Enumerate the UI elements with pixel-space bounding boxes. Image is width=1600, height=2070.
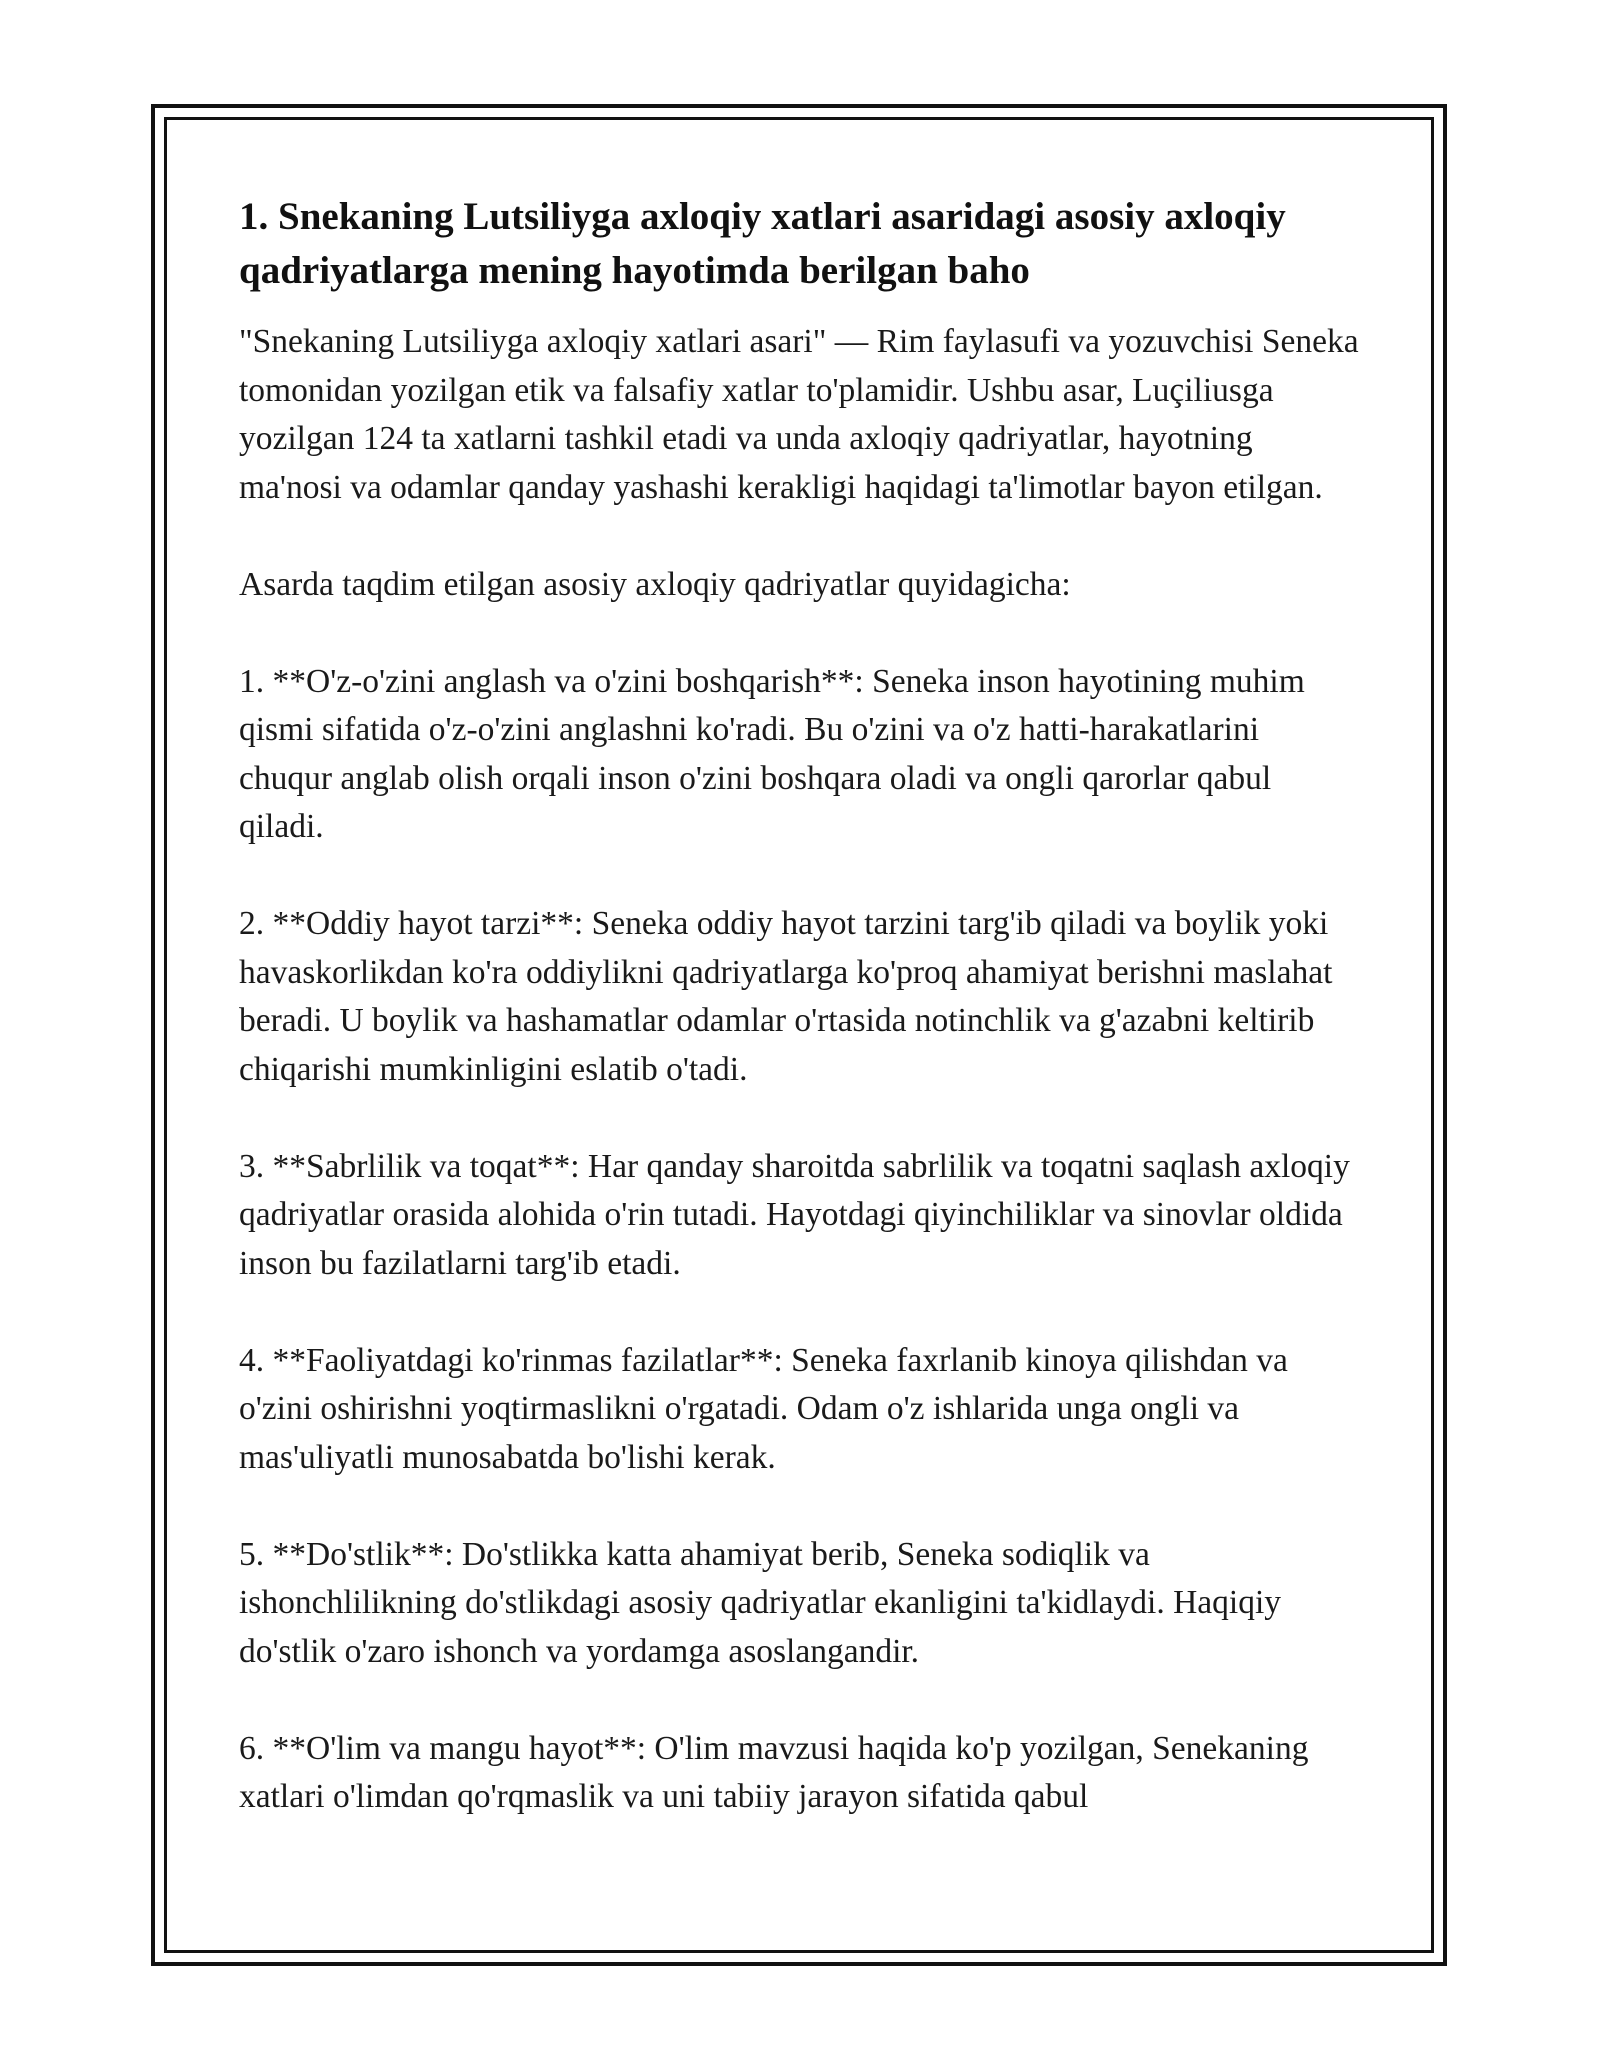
document-body xyxy=(239,190,1359,1822)
paragraph-value-5: 5. **Do'stlik**: Do'stlikka katta ahamiyat berib, Seneka sodiqlik va ishonchlilikning do'stlikdagi asosiy qadriyatlar ekanligini ta'kidlaydi. Haqiqiy do'stlik o'zaro ishonch va yordamga asoslangandir. xyxy=(239,1535,1282,1670)
paragraph-values-lead: Asarda taqdim etilgan asosiy axloqiy qadriyatlar quyidagicha: xyxy=(239,565,1071,603)
paragraph-intro: "Snekaning Lutsiliyga axloqiy xatlari asari" — Rim faylasufi va yozuvchisi Seneka tomonidan yozilgan etik va falsafiy xatlar to'plamidir. Ushbu asar, Luçiliusga yozilgan 124 ta xatlarni tashkil etadi va unda axloqiy qadriyatlar, hayotning ma'nosi va odamlar qanday yashashi kerakligi haqidagi ta'limotlar bayon etilgan. xyxy=(239,323,1359,506)
page-border-outer xyxy=(151,104,1447,1966)
paragraph-value-3: 3. **Sabrlilik va toqat**: Har qanday sharoitda sabrlilik va toqatni saqlash axloqiy qadriyatlar orasida alohida o'rin tutadi. Hayotdagi qiyinchiliklar va sinovlar oldida inson bu fazilatlarni targ'ib etadi. xyxy=(239,1147,1350,1282)
paragraph-value-6: 6. **O'lim va mangu hayot**: O'lim mavzusi haqida ko'p yozilgan, Senekaning xatlari o'limdan qo'rqmaslik va uni tabiiy jarayon sifatida qabul xyxy=(239,1729,1309,1815)
paragraph-value-1: 1. **O'z-o'zini anglash va o'zini boshqarish**: Seneka inson hayotining muhim qismi sifatida o'z-o'zini anglashni ko'radi. Bu o'zini va o'z hatti-harakatlarini chuqur anglab olish orqali inson o'zini boshqara oladi va ongli qarorlar qabul qiladi. xyxy=(239,662,1305,845)
document-title: 1. Snekaning Lutsiliyga axloqiy xatlari asaridagi asosiy axloqiy qadriyatlarga mening hayotimda berilgan baho xyxy=(239,195,1286,292)
paragraph-value-2: 2. **Oddiy hayot tarzi**: Seneka oddiy hayot tarzini targ'ib qiladi va boylik yoki havaskorlikdan ko'ra oddiylikni qadriyatlarga ko'proq ahamiyat berishni maslahat beradi. U boylik va hashamatlar odamlar o'rtasida notinchlik va g'azabni keltirib chiqarishi mumkinligini eslatib o'tadi. xyxy=(239,905,1333,1088)
paragraph-value-4: 4. **Faoliyatdagi ko'rinmas fazilatlar**: Seneka faxrlanib kinoya qilishdan va o'zini oshirishni yoqtirmaslikni o'rgatadi. Odam o'z ishlarida unga ongli va mas'uliyatli munosabatda bo'lishi kerak. xyxy=(239,1341,1288,1476)
